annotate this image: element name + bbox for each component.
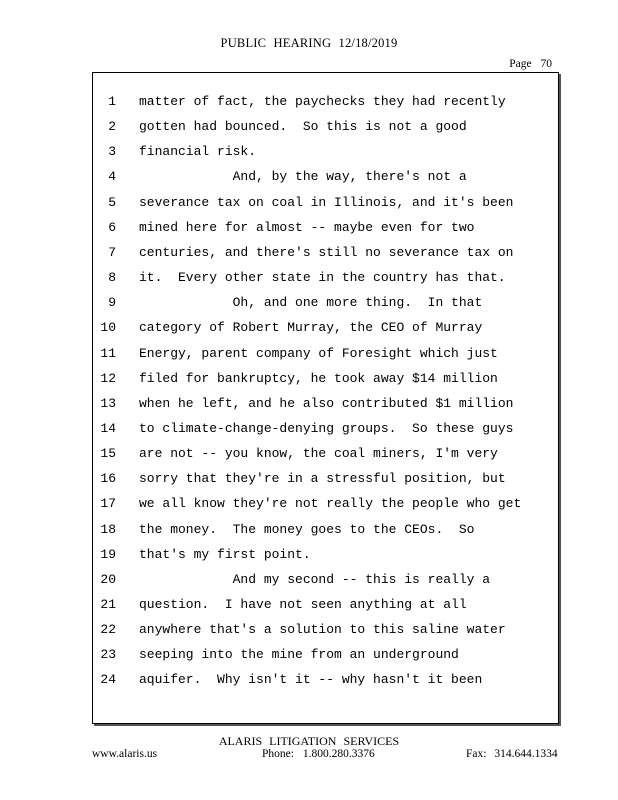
line-number: 22 (100, 622, 116, 638)
line-number: 7 (108, 244, 116, 260)
footer-company-name: ALARIS LITIGATION SERVICES (218, 734, 400, 748)
line-number: 12 (100, 370, 116, 386)
line-number: 1 (108, 94, 116, 109)
line-number: 6 (108, 219, 116, 235)
line-text: financial risk. (139, 144, 257, 160)
line-number: 14 (100, 420, 116, 436)
line-text: And my second -- this is really a (139, 571, 491, 587)
line-text: mined here for almost -- maybe even for two (139, 219, 475, 235)
line-number: 15 (100, 446, 116, 462)
line-text: the money. The money goes to the CEOs. So (139, 521, 475, 537)
line-number: 5 (108, 194, 116, 210)
line-number: 13 (100, 395, 116, 411)
line-text: when he left, and he also contributed $1 million (139, 395, 514, 411)
line-text: aquifer. Why isn't it -- why hasn't it been (139, 672, 483, 688)
line-text: to climate-change-denying groups. So these guys (139, 420, 514, 436)
line-text: we all know they're not really the people who get (139, 496, 522, 512)
line-number: 4 (108, 169, 116, 185)
document-header-title: PUBLIC HEARING 12/18/2019 (220, 36, 398, 50)
footer-fax: Fax: 314.644.1334 (466, 748, 558, 760)
line-number: 2 (108, 119, 116, 135)
line-text: centuries, and there's still no severance tax on (139, 244, 514, 260)
line-number: 23 (100, 647, 116, 663)
line-text: gotten had bounced. So this is not a good (139, 119, 467, 135)
line-text: sorry that they're in a stressful position, but (139, 471, 506, 487)
line-number: 21 (100, 597, 116, 612)
line-text: seeping into the mine from an underground (139, 647, 459, 663)
line-number: 11 (100, 345, 116, 361)
line-text: anywhere that's a solution to this saline water (139, 622, 506, 638)
line-number: 20 (100, 571, 116, 587)
line-text: category of Robert Murray, the CEO of Murray (139, 320, 483, 336)
line-number: 8 (108, 270, 116, 286)
line-number: 24 (100, 672, 116, 688)
line-text: it. Every other state in the country has that. (139, 270, 506, 286)
line-number: 10 (100, 320, 116, 336)
line-number: 3 (108, 144, 116, 160)
line-text: severance tax on coal in Illinois, and it's been (139, 194, 514, 210)
line-number: 9 (108, 295, 116, 311)
line-text: that's my first point. (139, 546, 311, 562)
line-text: are not -- you know, the coal miners, I'm very (139, 446, 498, 462)
line-number: 16 (100, 471, 116, 487)
line-number: 17 (100, 496, 116, 512)
line-text: Oh, and one more thing. In that (139, 295, 483, 311)
line-text: Energy, parent company of Foresight which just (139, 345, 498, 361)
line-text: matter of fact, the paychecks they had recently (139, 94, 506, 109)
footer-phone: Phone: 1.800.280.3376 (262, 748, 375, 760)
footer-website: www.alaris.us (92, 748, 158, 760)
line-number: 18 (100, 521, 116, 537)
line-text: filed for bankruptcy, he took away $14 million (139, 370, 498, 386)
line-number: 19 (100, 546, 116, 562)
line-text: question. I have not seen anything at all (139, 597, 467, 612)
line-text: And, by the way, there's not a (139, 169, 467, 185)
page-number-label: Page 70 (509, 58, 552, 70)
